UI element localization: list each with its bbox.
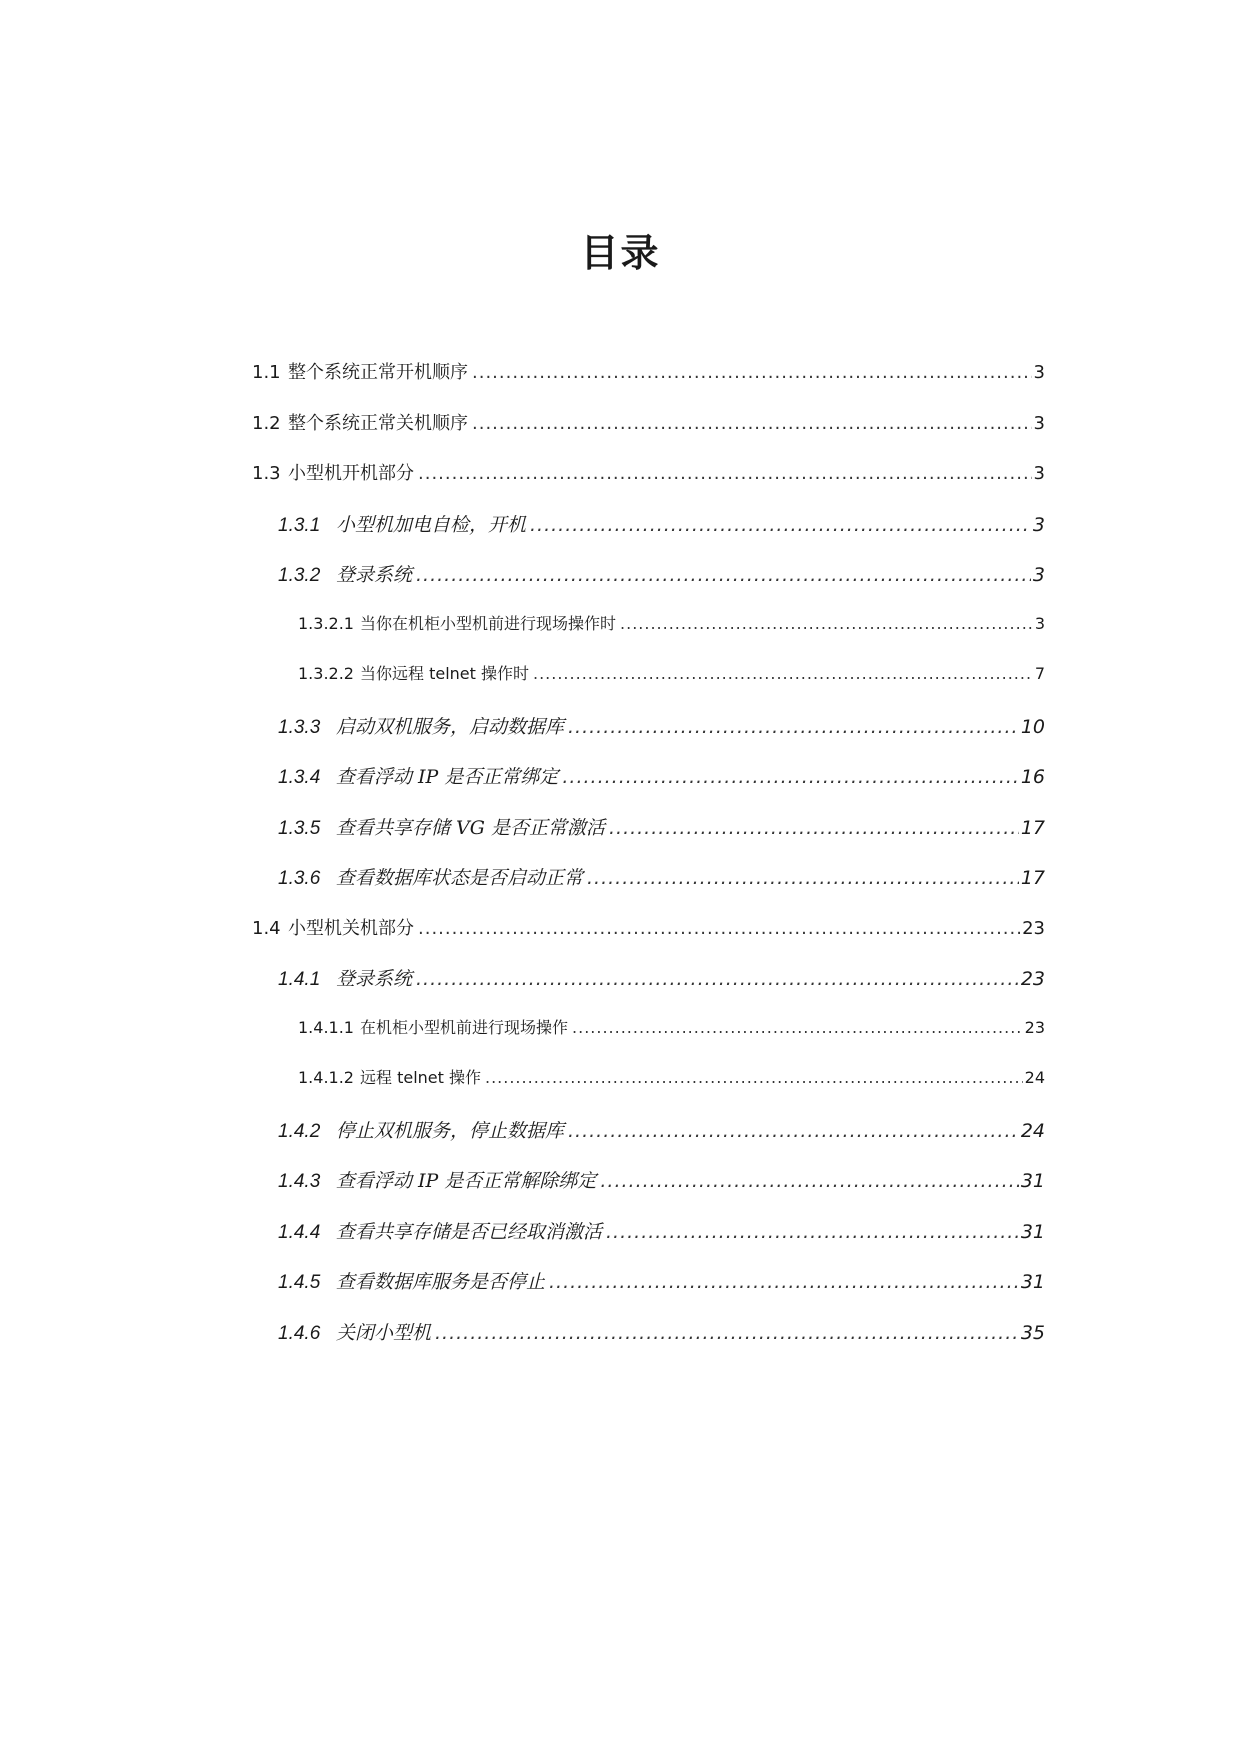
toc-dot-leader [418,918,1020,939]
toc-dot-leader [600,1170,1018,1192]
toc-dot-leader [568,716,1019,738]
toc-page-number: 35 [1020,1321,1045,1344]
toc-entry[interactable] [252,358,1045,388]
toc-entry-title: 登录系统 [336,564,413,586]
toc-page-number: 3 [1033,412,1045,434]
toc-entry-title: 查看浮动 IP 是否正常解除绑定 [336,1170,597,1192]
toc-page-number: 3 [1032,564,1045,586]
toc-entry-title: 小型机加电自检，开机 [336,513,527,536]
toc-entry-number: 1.3.3 [278,716,321,738]
toc-entry-number: 1.4.6 [278,1322,321,1344]
toc-entry-number: 1.4.3 [278,1171,321,1192]
toc-entry-title: 在机柜小型机前进行现场操作 [360,1017,569,1037]
toc-dot-leader [568,1120,1019,1142]
toc-dot-leader [587,867,1019,889]
toc-entry-number: 1.4.2 [278,1120,321,1142]
toc-entry-title: 整个系统正常关机顺序 [288,412,468,434]
toc-entry-number: 1.4.1.1 [298,1017,354,1037]
toc-entry-title: 查看共享存储 VG 是否正常激活 [336,816,605,839]
toc-entry[interactable] [278,1267,1045,1297]
toc-entry-number: 1.4.5 [278,1272,321,1293]
toc-entry-title: 小型机关机部分 [288,917,414,939]
toc-entry-number: 1.1 [252,362,281,383]
toc-entry[interactable] [278,560,1045,590]
toc-entry-title: 登录系统 [336,968,413,990]
toc-entry[interactable] [298,1065,1045,1095]
toc-entry-number: 1.3.1 [278,514,321,536]
toc-dot-leader [530,514,1031,536]
toc-page-number: 31 [1020,1271,1045,1293]
toc-entry-title: 当你在机柜小型机前进行现场操作时 [360,613,617,633]
toc-entry-title: 整个系统正常开机顺序 [288,362,468,383]
toc-entry[interactable] [278,510,1045,540]
toc-entry[interactable] [252,409,1045,439]
toc-dot-leader [549,1271,1019,1293]
toc-entry-title: 关闭小型机 [336,1321,432,1344]
toc-entry[interactable] [252,459,1045,489]
toc-entry[interactable] [278,1166,1045,1196]
toc-dot-leader [416,564,1031,586]
toc-page-number: 24 [1024,1068,1045,1087]
toc-entry-title: 停止双机服务，停止数据库 [336,1119,565,1142]
toc-dot-leader [472,413,1032,434]
toc-entry-number: 1.3 [252,463,281,484]
toc-dot-leader [609,817,1019,839]
toc-entry[interactable] [278,964,1045,994]
toc-entry[interactable] [278,712,1045,742]
toc-page-number: 23 [1022,917,1045,939]
toc-dot-leader [416,968,1019,990]
toc-page-number: 24 [1020,1119,1045,1142]
toc-entry-number: 1.3.6 [278,868,321,889]
toc-page-number: 3 [1032,513,1045,536]
page-title: 目录 [580,231,661,275]
toc-page-number: 23 [1024,1017,1045,1037]
toc-entry[interactable] [298,611,1045,641]
toc-dot-leader [418,463,1032,484]
toc-page-number: 31 [1020,1220,1045,1243]
toc-entry-number: 1.4 [252,917,281,939]
toc-entry-title: 查看共享存储是否已经取消激活 [336,1220,603,1243]
toc-entry-number: 1.4.1.2 [298,1068,354,1087]
toc-entry-title: 远程 telnet 操作 [360,1068,481,1087]
toc-dot-leader [472,362,1032,383]
toc-entry-number: 1.3.2.2 [298,664,354,683]
toc-entry-number: 1.3.5 [278,817,321,839]
toc-entry[interactable] [252,914,1045,944]
toc-page-number: 3 [1033,362,1045,383]
toc-entry[interactable] [278,813,1045,843]
toc-entry[interactable] [298,1015,1045,1045]
toc-entry-number: 1.3.2.1 [298,613,354,633]
toc-entry-title: 当你远程 telnet 操作时 [360,664,529,683]
toc-page-number: 3 [1033,463,1045,484]
toc-dot-leader [620,614,1033,633]
toc-entry-number: 1.3.4 [278,767,321,788]
toc-page-number: 17 [1020,867,1045,889]
toc-entry-title: 启动双机服务，启动数据库 [336,715,565,738]
toc-entry[interactable] [298,661,1045,691]
toc-dot-leader [533,664,1033,683]
toc-page-number: 3 [1034,613,1045,633]
toc-entry[interactable] [278,1116,1045,1146]
toc-dot-leader [606,1221,1019,1243]
toc-dot-leader [562,766,1018,788]
toc-entry-number: 1.3.2 [278,565,321,586]
toc-entry[interactable] [278,762,1045,792]
toc-dot-leader [435,1322,1019,1344]
toc-dot-leader [572,1018,1023,1037]
toc-entry-title: 小型机开机部分 [288,463,414,484]
toc-page-number: 7 [1034,664,1045,683]
toc-page-number: 23 [1020,968,1045,990]
toc-entry-title: 查看数据库服务是否停止 [336,1271,546,1293]
toc-dot-leader [485,1068,1023,1087]
toc-page-number: 31 [1020,1170,1045,1192]
toc-entry[interactable] [278,1318,1045,1348]
toc-entry-number: 1.4.1 [278,969,321,990]
toc-entry-title: 查看数据库状态是否启动正常 [336,867,584,889]
toc-page-number: 10 [1020,715,1045,738]
toc-page-number: 16 [1020,766,1045,788]
toc-entry[interactable] [278,863,1045,893]
toc-entry-number: 1.2 [252,412,281,434]
toc-entry-title: 查看浮动 IP 是否正常绑定 [336,766,559,788]
toc-entry-number: 1.4.4 [278,1221,321,1243]
toc-page-number: 17 [1020,816,1045,839]
toc-entry[interactable] [278,1217,1045,1247]
